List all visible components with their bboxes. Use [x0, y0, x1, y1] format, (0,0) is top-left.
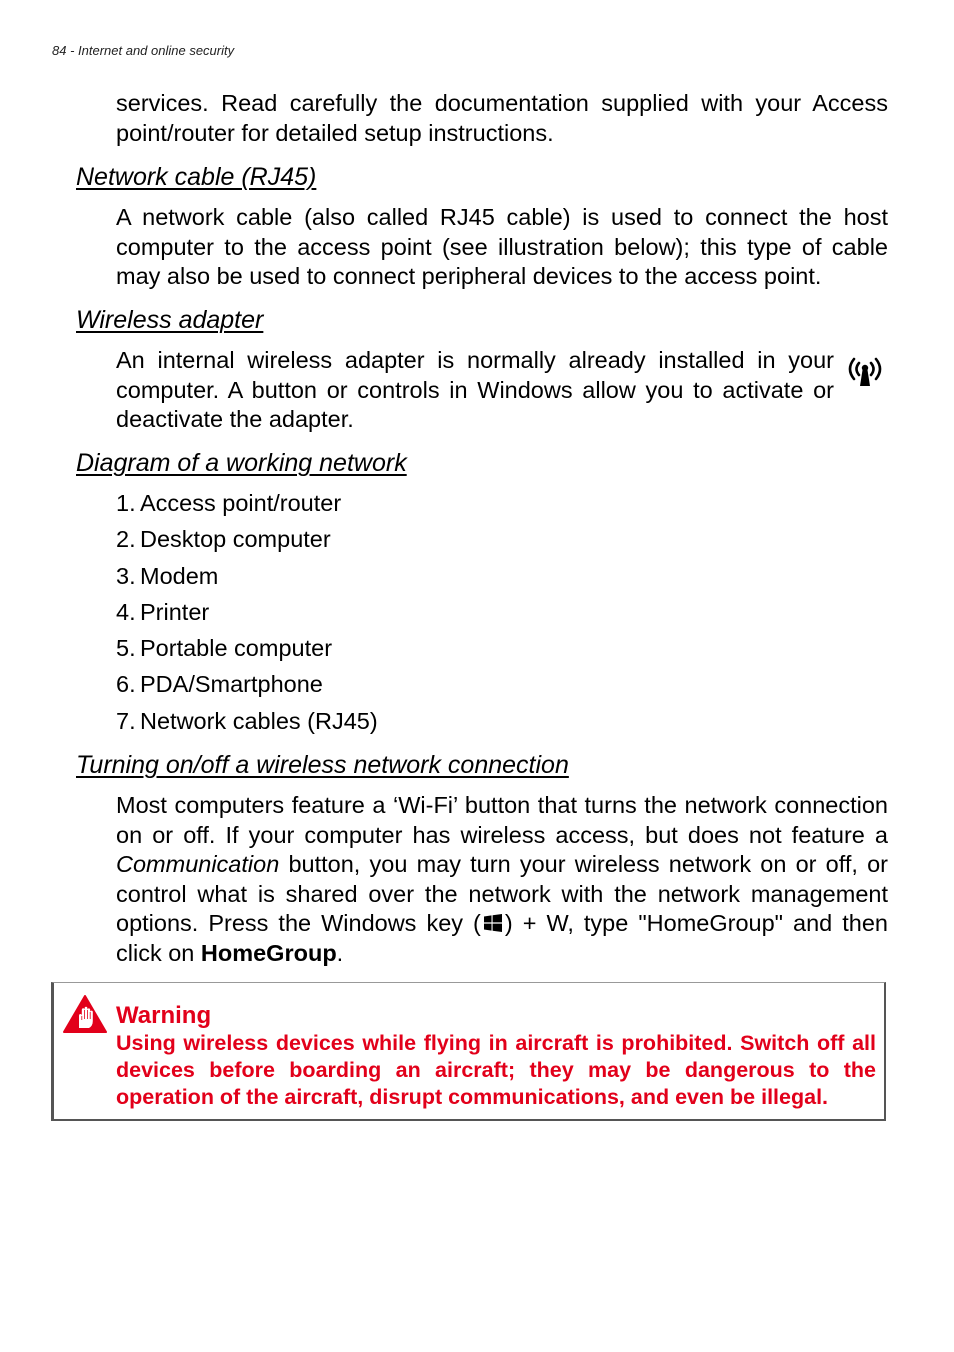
- wireless-adapter-paragraph: An internal wireless adapter is normally already installed in your computer. A button or controls in Windows allow you to activate or deactivate the adapter.: [116, 347, 834, 433]
- warning-hand-icon: [62, 994, 108, 1034]
- list-item: 3. Modem: [116, 562, 219, 589]
- windows-logo-icon: [483, 913, 503, 933]
- heading-network-cable: Network cable (RJ45): [76, 163, 317, 191]
- homegroup-term: HomeGroup: [200, 939, 337, 966]
- list-item: 1. Access point/router: [116, 490, 342, 516]
- turning-wireless-paragraph: Most computers feature a ‘Wi-Fi’ button that turns the network connection on or off. If your computer has wireless access, but does not feature a Communication button, you may turn your wireless network on or off, or control what is shared over the network with the network management options. Press the Windows key ( ) + W, type "HomeGroup" and then click on HomeGroup.: [116, 792, 888, 966]
- heading-turning-wireless: Turning on/off a wireless network connection: [76, 751, 569, 779]
- warning-box: [51, 982, 886, 1121]
- list-item: 4. Printer: [116, 598, 210, 625]
- list-item: 2. Desktop computer: [116, 526, 331, 553]
- heading-wireless-adapter: Wireless adapter: [76, 306, 264, 334]
- wireless-antenna-icon: [844, 356, 886, 388]
- running-header: 84 - Internet and online security: [52, 43, 235, 58]
- list-item: 5. Portable computer: [116, 635, 333, 662]
- communication-term: Communication: [116, 851, 280, 878]
- intro-paragraph: services. Read carefully the documentation supplied with your Access point/router for detailed setup instructions.: [116, 90, 888, 146]
- list-item: 7. Network cables (RJ45): [116, 707, 378, 734]
- list-item: 6. PDA/Smartphone: [116, 671, 323, 698]
- warning-text: Using wireless devices while flying in aircraft is prohibited. Switch off all devices before boarding an aircraft; they may be dangerous to the operation of the aircraft, disrupt communications, and even be illegal.: [116, 1031, 876, 1109]
- diagram-list: [116, 488, 378, 742]
- heading-diagram: Diagram of a working network: [76, 449, 407, 477]
- network-cable-paragraph: A network cable (also called RJ45 cable) is used to connect the host computer to the access point (see illustration below); this type of cable may also be used to connect peripheral devices to the access point.: [116, 204, 888, 290]
- warning-title: Warning: [116, 1002, 212, 1029]
